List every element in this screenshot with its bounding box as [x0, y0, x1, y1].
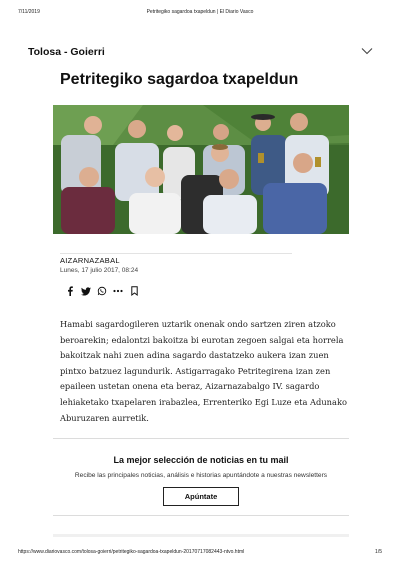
- article-photo: [53, 105, 349, 234]
- newsletter-description: Recibe las principales noticias, análisis e historias apuntándote a nuestras newsletters: [74, 472, 328, 479]
- article-author: AIZARNAZABAL: [60, 256, 120, 265]
- newsletter-divider-bottom: [53, 515, 349, 516]
- article-body: Hamabi sagardogileren uztarik onenak ondo sartzen ziren atzoko beroarekin; edalontzi bakoitza bi eurotan zegoen salgai eta horrela bakoitzak nahi zuen adina sagardo dastatzeko aukera izan zuen pintxo batzuez lagundurik. Astigarragako Petritegirena izan zen epaileen ustetan onena eta beraz, Aizarnazabalgo IV. sagardo lehiaketako txapelaren irabazlea, Errenteriko Egi Luze eta Adunako Aburuzaren aurretik.: [60, 319, 347, 423]
- share-bar: [62, 284, 142, 298]
- byline: [60, 256, 350, 274]
- bookmark-icon[interactable]: [126, 284, 142, 298]
- print-page-number: 1/5: [375, 549, 382, 555]
- newsletter-divider-top: [53, 438, 349, 439]
- section-name[interactable]: Tolosa - Goierri: [28, 46, 105, 58]
- twitter-icon[interactable]: [78, 284, 94, 298]
- print-footer: [18, 549, 382, 558]
- article-date: Lunes, 17 julio 2017, 08:24: [60, 267, 139, 274]
- facebook-icon[interactable]: [62, 284, 78, 298]
- whatsapp-icon[interactable]: [94, 284, 110, 298]
- print-page-title: Petritegiko sagardoa txapeldun | El Diario Vasco: [146, 9, 254, 15]
- chevron-down-icon[interactable]: [360, 44, 374, 58]
- print-header: [18, 9, 382, 19]
- article-headline: Petritegiko sagardoa txapeldun: [60, 71, 299, 88]
- section-bar[interactable]: [28, 44, 374, 62]
- byline-divider: [60, 253, 292, 254]
- print-url: https://www.diariovasco.com/tolosa-goierri/petritegiko-sagardoa-txapeldun-20170717082443-ntvo.html: [18, 549, 245, 555]
- newsletter-box: [53, 455, 349, 506]
- newsletter-title: La mejor selección de noticias en tu mail: [113, 455, 289, 465]
- print-date: 7/11/2019: [18, 9, 40, 15]
- newsletter-signup-button[interactable]: Apúntate: [163, 487, 239, 506]
- more-icon[interactable]: [110, 284, 126, 298]
- page-break-bar: [53, 534, 349, 537]
